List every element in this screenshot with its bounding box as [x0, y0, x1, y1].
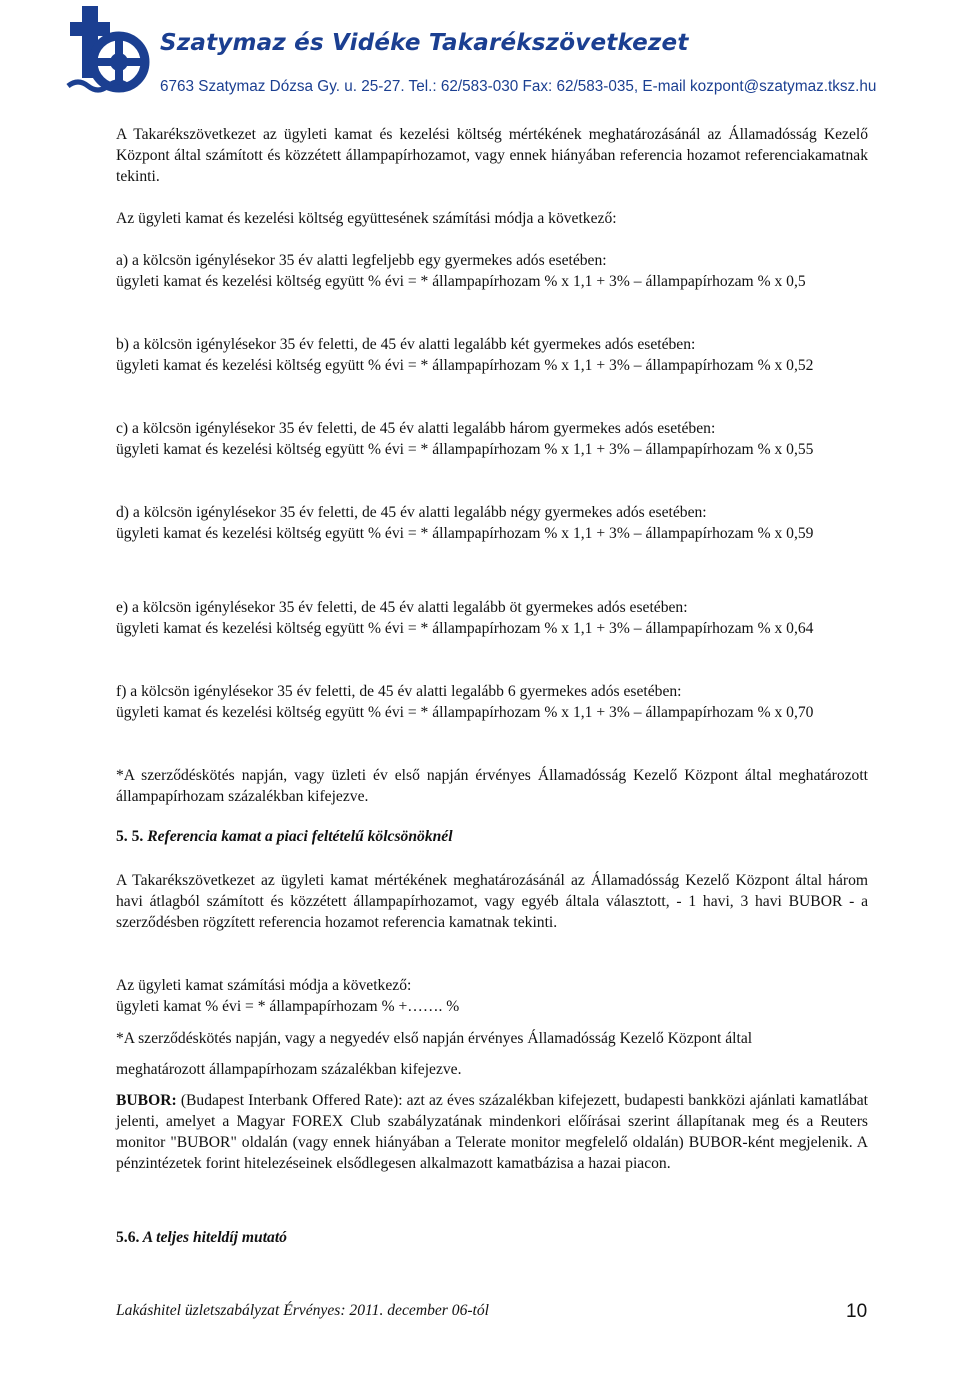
section-heading-5-6 — [116, 1227, 868, 1248]
bubor-term: BUBOR: — [116, 1092, 177, 1109]
case-title: c) a kölcsön igénylésekor 35 év feletti, de 45 év alatti legalább három gyermekes adós esetében: — [116, 420, 716, 437]
section-number: 5. 5. — [116, 828, 144, 845]
cross-anchor-logo-icon — [64, 4, 156, 96]
calculation-intro-2: Az ügyleti kamat számítási módja a következő: — [116, 977, 412, 994]
section-number: 5.6. — [116, 1229, 140, 1246]
case-title: b) a kölcsön igénylésekor 35 év feletti, de 45 év alatti legalább két gyermekes adós esetében: — [116, 336, 696, 353]
case-formula: ügyleti kamat és kezelési költség együtt % évi = * állampapírhozam % x 1,1 + 3% – állampapírhozam % x 0,59 — [116, 525, 814, 542]
case-formula: ügyleti kamat és kezelési költség együtt % évi = * állampapírhozam % x 1,1 + 3% – állampapírhozam % x 0,52 — [116, 357, 814, 374]
case-formula: ügyleti kamat és kezelési költség együtt % évi = * állampapírhozam % x 1,1 + 3% – állampapírhozam % x 0,70 — [116, 704, 814, 721]
page-number: 10 — [846, 1301, 868, 1322]
case-formula: ügyleti kamat és kezelési költség együtt % évi = * állampapírhozam % x 1,1 + 3% – állampapírhozam % x 0,64 — [116, 620, 814, 637]
footnote-quarter-line-2: meghatározott állampapírhozam százalékban kifejezve. — [116, 1061, 462, 1078]
section-title: Referencia kamat a piaci feltételű kölcsönöknél — [147, 828, 453, 845]
footer-document-title: Lakáshitel üzletszabályzat Érvényes: 2011. december 06-tól — [116, 1302, 490, 1319]
bubor-text: (Budapest Interbank Offered Rate): azt az éves százalékban kifejezett, budapesti bankközi ajánlati kamatlábat jelenti, amelyet a Magyar FOREX Club szabályzatának mindenkori előírásai szerint állapítanak meg és a Reuters monitor "BUBOR" oldalán (vagy ennek hiányában a Telerate monitor megfelelő oldalán) BUBOR-ként megjelenik. A pénzintézetek forint hitelezéseinek elsődlegesen alkalmazott kamatbázisa a hazai piacon. — [116, 1092, 868, 1172]
case-title: d) a kölcsön igénylésekor 35 év feletti, de 45 év alatti legalább négy gyermekes adós esetében: — [116, 504, 707, 521]
footnote-quarter-line-1: *A szerződéskötés napján, vagy a negyedév első napján érvényes Államadósság Kezelő Központ által — [116, 1030, 753, 1047]
organization-contact: 6763 Szatymaz Dózsa Gy. u. 25-27. Tel.: 62/583-030 Fax: 62/583-035, E-mail kozpont@szatymaz.tksz.hu — [160, 78, 877, 95]
bubor-definition — [116, 1090, 868, 1174]
case-title: f) a kölcsön igénylésekor 35 év feletti, de 45 év alatti legalább 6 gyermekes adós esetében: — [116, 683, 682, 700]
calculation-intro: Az ügyleti kamat és kezelési költség együttesének számítási módja a következő: — [116, 210, 617, 227]
reference-rate-paragraph: A Takarékszövetkezet az ügyleti kamat mértékének meghatározásánál az Államadósság Kezelő Központ által három havi átlagból számított és közzétett állampapírhozamot, vagy egyéb általa választott, - 1 havi, 3 havi BUBOR - a szerződésben rögzített referencia hozamot referencia kamatnak tekinti. — [116, 872, 868, 931]
calculation-formula-2: ügyleti kamat % évi = * állampapírhozam % +……. % — [116, 998, 460, 1015]
case-formula: ügyleti kamat és kezelési költség együtt % évi = * állampapírhozam % x 1,1 + 3% – állampapírhozam % x 0,55 — [116, 441, 814, 458]
section-title: A teljes hiteldíj mutató — [142, 1229, 287, 1246]
case-title: a) a kölcsön igénylésekor 35 év alatti legfeljebb egy gyermekes adós esetében: — [116, 252, 607, 269]
footnote-government-bond-yield: *A szerződéskötés napján, vagy üzleti év első napján érvényes Államadósság Kezelő Központ által meghatározott állampapírhozam százalékban kifejezve. — [116, 767, 868, 805]
organization-name: Szatymaz és Vidéke Takarékszövetkezet — [160, 30, 689, 56]
case-formula: ügyleti kamat és kezelési költség együtt % évi = * állampapírhozam % x 1,1 + 3% – állampapírhozam % x 0,5 — [116, 273, 806, 290]
intro-paragraph: A Takarékszövetkezet az ügyleti kamat és kezelési költség mértékének meghatározásánál az Államadósság Kezelő Központ által számított és közzétett állampapírhozamot, vagy ennek hiányában referencia hozamot referenciakamatnak tekinti. — [116, 126, 868, 185]
case-title: e) a kölcsön igénylésekor 35 év feletti, de 45 év alatti legalább öt gyermekes adós esetében: — [116, 599, 688, 616]
section-heading-5-5 — [116, 826, 868, 847]
